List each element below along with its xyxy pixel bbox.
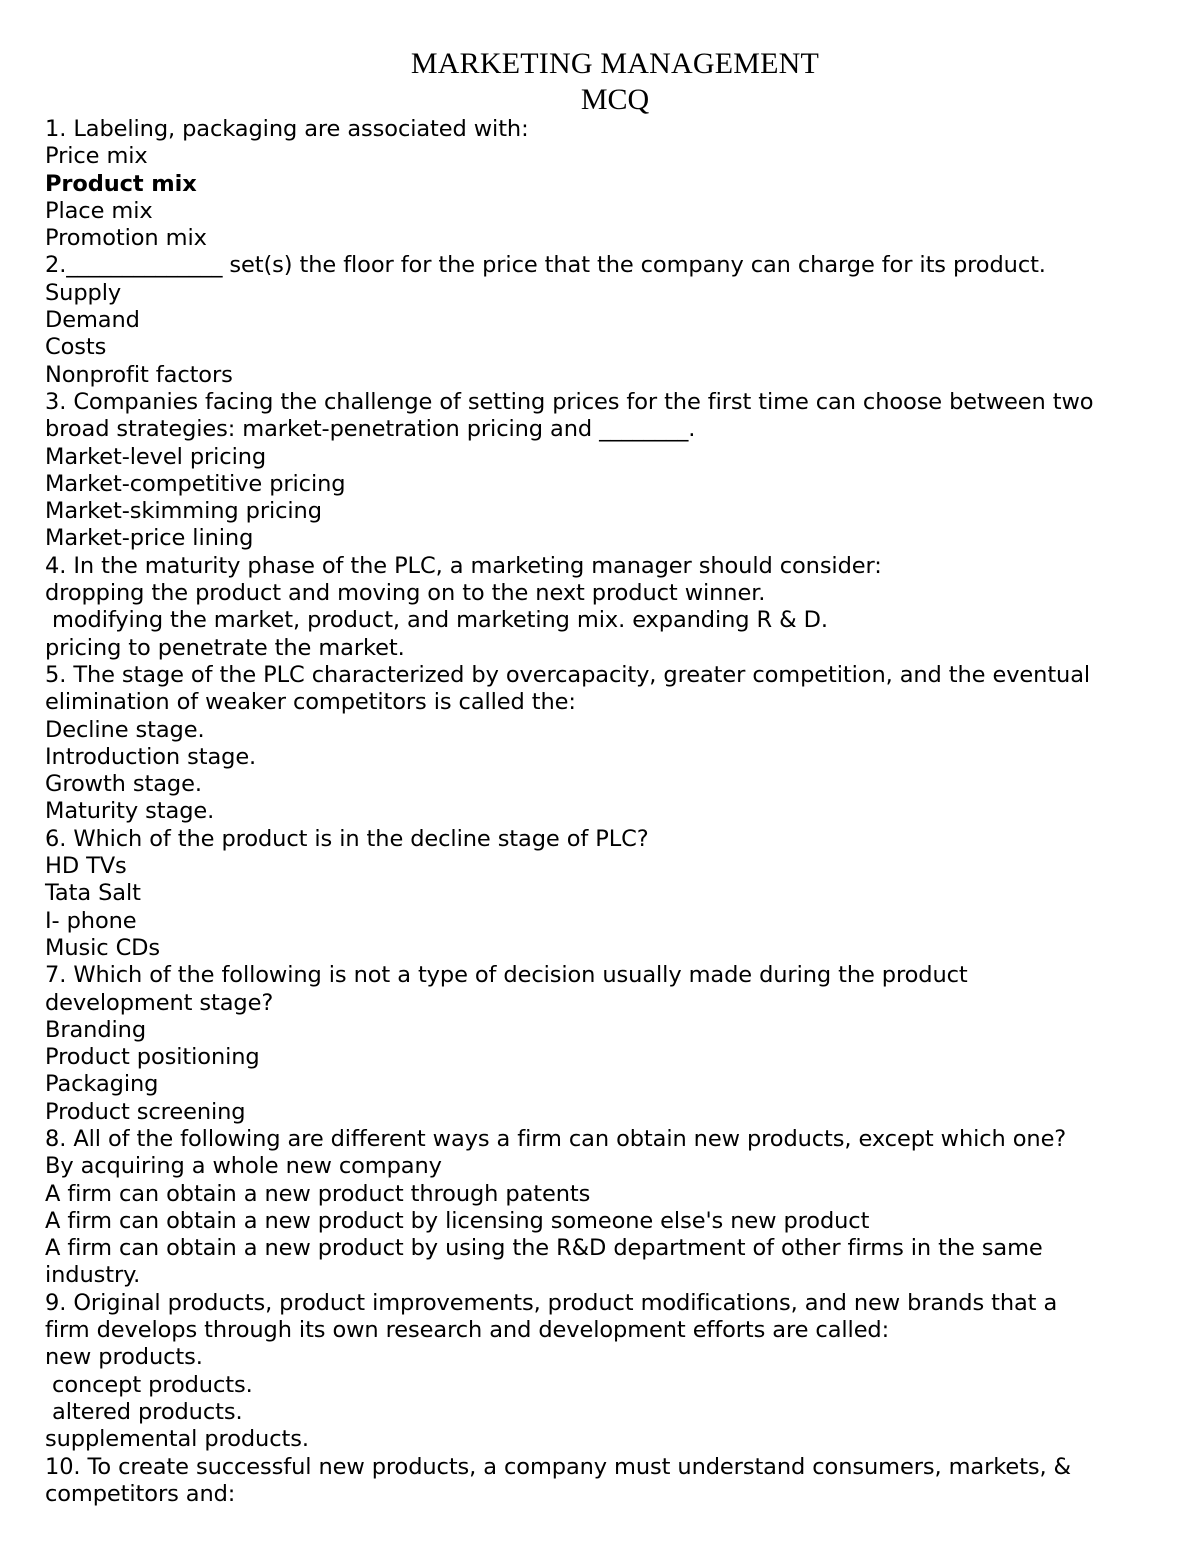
question-2: 2.______________ set(s) the floor for the price that the company can charge for its product. xyxy=(45,252,1046,279)
option-text: Product positioning xyxy=(45,1044,260,1071)
option-text: Market-price lining xyxy=(45,525,254,552)
option-text: supplemental products. xyxy=(45,1426,309,1453)
question-4: 4. In the maturity phase of the PLC, a marketing manager should consider: xyxy=(45,552,882,579)
option-text: Market-level pricing xyxy=(45,443,267,470)
option-text: A firm can obtain a new product by licensing someone else's new product xyxy=(45,1207,870,1234)
option-text: Costs xyxy=(45,334,107,361)
question-8: 8. All of the following are different ways a firm can obtain new products, except which one? xyxy=(45,1125,1067,1152)
option-text-continued: industry. xyxy=(45,1262,141,1289)
question-9: 9. Original products, product improvements, product modifications, and new brands that a xyxy=(45,1289,1058,1316)
option-text: dropping the product and moving on to the next product winner. xyxy=(45,580,766,607)
option-text: Price mix xyxy=(45,143,148,170)
option-text: Promotion mix xyxy=(45,225,207,252)
question-9-continued: firm develops through its own research and development efforts are called: xyxy=(45,1317,890,1344)
question-10: 10. To create successful new products, a company must understand consumers, markets, & xyxy=(45,1453,1071,1480)
option-text: new products. xyxy=(45,1344,203,1371)
option-text: Packaging xyxy=(45,1071,159,1098)
option-text: Nonprofit factors xyxy=(45,361,233,388)
document-subtitle: MCQ xyxy=(580,83,650,116)
option-text: Introduction stage. xyxy=(45,743,257,770)
question-3: 3. Companies facing the challenge of setting prices for the first time can choose between two xyxy=(45,388,1094,415)
option-text: Music CDs xyxy=(45,934,161,961)
correct-answer: Product mix xyxy=(45,170,197,197)
option-text: Branding xyxy=(45,1016,147,1043)
question-7: 7. Which of the following is not a type of decision usually made during the product xyxy=(45,962,968,989)
option-text: A firm can obtain a new product through patents xyxy=(45,1180,591,1207)
option-text: HD TVs xyxy=(45,853,127,880)
question-5-continued: elimination of weaker competitors is called the: xyxy=(45,689,576,716)
option-text: concept products. xyxy=(45,1371,253,1398)
option-text: Place mix xyxy=(45,197,153,224)
option-text: I- phone xyxy=(45,907,137,934)
option-text: Maturity stage. xyxy=(45,798,215,825)
option-text: A firm can obtain a new product by using the R&D department of other firms in the same xyxy=(45,1235,1043,1262)
option-text: Product screening xyxy=(45,1098,246,1125)
option-text: Decline stage. xyxy=(45,716,205,743)
question-6: 6. Which of the product is in the decline stage of PLC? xyxy=(45,825,649,852)
question-1: 1. Labeling, packaging are associated with: xyxy=(45,116,529,142)
question-10-continued: competitors and: xyxy=(45,1480,236,1507)
option-text: Growth stage. xyxy=(45,771,202,798)
option-text: Tata Salt xyxy=(45,880,141,907)
option-text: Demand xyxy=(45,307,140,334)
document-title: MARKETING MANAGEMENT xyxy=(410,47,820,80)
option-text: altered products. xyxy=(45,1398,243,1425)
question-7-continued: development stage? xyxy=(45,989,274,1016)
option-text: pricing to penetrate the market. xyxy=(45,634,405,661)
document-page xyxy=(45,46,1165,1508)
option-text: Supply xyxy=(45,279,122,306)
option-text: Market-skimming pricing xyxy=(45,498,322,525)
option-text: modifying the market, product, and marketing mix. expanding R & D. xyxy=(45,607,828,634)
option-text: By acquiring a whole new company xyxy=(45,1153,442,1180)
question-3-continued: broad strategies: market-penetration pricing and ________. xyxy=(45,416,696,443)
question-5: 5. The stage of the PLC characterized by overcapacity, greater competition, and the eventual xyxy=(45,661,1091,688)
option-text: Market-competitive pricing xyxy=(45,470,346,497)
